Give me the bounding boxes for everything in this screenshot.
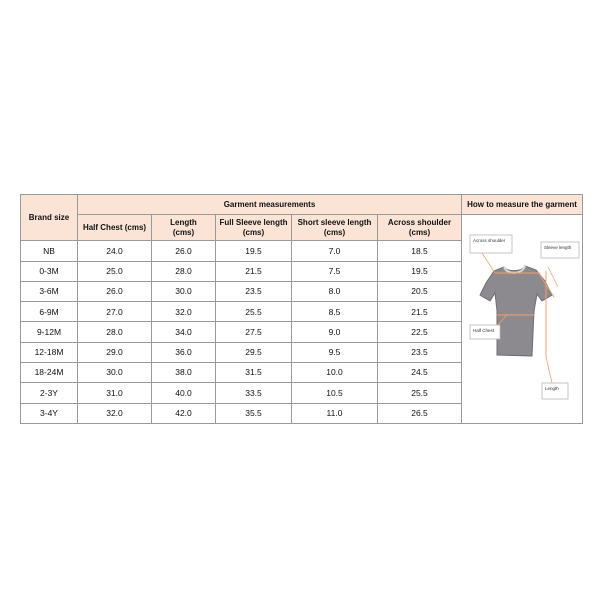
measurement-cell: 9.5: [292, 342, 378, 362]
size-cell: 3-6M: [21, 281, 78, 301]
measurement-cell: 10.5: [292, 383, 378, 403]
column-header-unit: (cms): [408, 227, 431, 237]
measurement-cell: 23.5: [378, 342, 462, 362]
size-cell: 6-9M: [21, 302, 78, 322]
measurement-cell: 28.0: [152, 261, 216, 281]
measurement-cell: 30.0: [152, 281, 216, 301]
measurement-cell: 8.0: [292, 281, 378, 301]
measurement-cell: 23.5: [216, 281, 292, 301]
measurement-cell: 32.0: [152, 302, 216, 322]
measurement-cell: 21.5: [378, 302, 462, 322]
column-header-label: Across shoulder: [387, 217, 452, 227]
measurement-cell: 19.5: [216, 241, 292, 261]
measurement-cell: 30.0: [78, 363, 152, 383]
garment-measure-diagram: [462, 215, 582, 423]
size-cell: 12-18M: [21, 342, 78, 362]
measurement-cell: 25.5: [378, 383, 462, 403]
measurement-cell: 26.5: [378, 403, 462, 423]
column-header-length: [152, 215, 216, 241]
length-label: Length: [545, 386, 559, 391]
column-header-label: Full Sleeve length: [219, 217, 288, 227]
column-header-short-sleeve: [292, 215, 378, 241]
sleeve-length-label: Sleeve length: [544, 245, 572, 250]
column-header-label: Length: [170, 217, 197, 227]
column-header-across-shoulder: [378, 215, 462, 241]
measurement-cell: 28.0: [78, 322, 152, 342]
half-chest-label: Half Chest: [473, 328, 495, 333]
measurement-cell: 42.0: [152, 403, 216, 423]
measurement-cell: 21.5: [216, 261, 292, 281]
measurement-cell: 7.0: [292, 241, 378, 261]
measurement-cell: 7.5: [292, 261, 378, 281]
size-cell: NB: [21, 241, 78, 261]
size-cell: 9-12M: [21, 322, 78, 342]
across-shoulder-leader: [482, 253, 495, 273]
column-header-half-chest: [78, 215, 152, 241]
measurement-cell: 40.0: [152, 383, 216, 403]
measurement-cell: 29.5: [216, 342, 292, 362]
size-cell: 18-24M: [21, 363, 78, 383]
sleeve-length-leader: [548, 267, 558, 287]
length-leader: [546, 357, 552, 383]
measurement-cell: 26.0: [78, 281, 152, 301]
across-shoulder-label: Across shoulder: [473, 238, 506, 243]
measurement-cell: 18.5: [378, 241, 462, 261]
measurement-cell: 29.0: [78, 342, 152, 362]
measurement-cell: 36.0: [152, 342, 216, 362]
measurement-cell: 34.0: [152, 322, 216, 342]
column-header-unit: (cms): [242, 227, 265, 237]
measurement-cell: 31.5: [216, 363, 292, 383]
column-header-unit: (cms): [172, 227, 195, 237]
measurement-cell: 35.5: [216, 403, 292, 423]
how-to-measure-header: How to measure the garment: [462, 195, 583, 215]
measurement-cell: 33.5: [216, 383, 292, 403]
measurement-cell: 27.0: [78, 302, 152, 322]
size-cell: 2-3Y: [21, 383, 78, 403]
column-header-unit: (cms): [323, 227, 346, 237]
measurement-cell: 9.0: [292, 322, 378, 342]
measurement-cell: 27.5: [216, 322, 292, 342]
column-header-label: Half Chest (cms): [82, 222, 147, 232]
measurement-cell: 25.5: [216, 302, 292, 322]
measurement-cell: 22.5: [378, 322, 462, 342]
size-cell: 3-4Y: [21, 403, 78, 423]
size-cell: 0-3M: [21, 261, 78, 281]
measurement-cell: 19.5: [378, 261, 462, 281]
measurement-cell: 20.5: [378, 281, 462, 301]
size-chart-table: [20, 194, 583, 424]
measurement-cell: 31.0: [78, 383, 152, 403]
measurement-cell: 24.5: [378, 363, 462, 383]
column-header-full-sleeve: [216, 215, 292, 241]
column-header-label: Short sleeve length: [297, 217, 372, 227]
measurement-cell: 24.0: [78, 241, 152, 261]
measurement-cell: 8.5: [292, 302, 378, 322]
measurement-cell: 11.0: [292, 403, 378, 423]
how-to-measure-panel: [462, 215, 583, 424]
measurement-cell: 10.0: [292, 363, 378, 383]
tshirt-illustration: [480, 266, 552, 356]
measurement-cell: 26.0: [152, 241, 216, 261]
garment-measurements-header: Garment measurements: [78, 195, 462, 215]
measurement-cell: 25.0: [78, 261, 152, 281]
brand-size-header: Brand size: [21, 195, 78, 241]
measurement-cell: 32.0: [78, 403, 152, 423]
measurement-cell: 38.0: [152, 363, 216, 383]
